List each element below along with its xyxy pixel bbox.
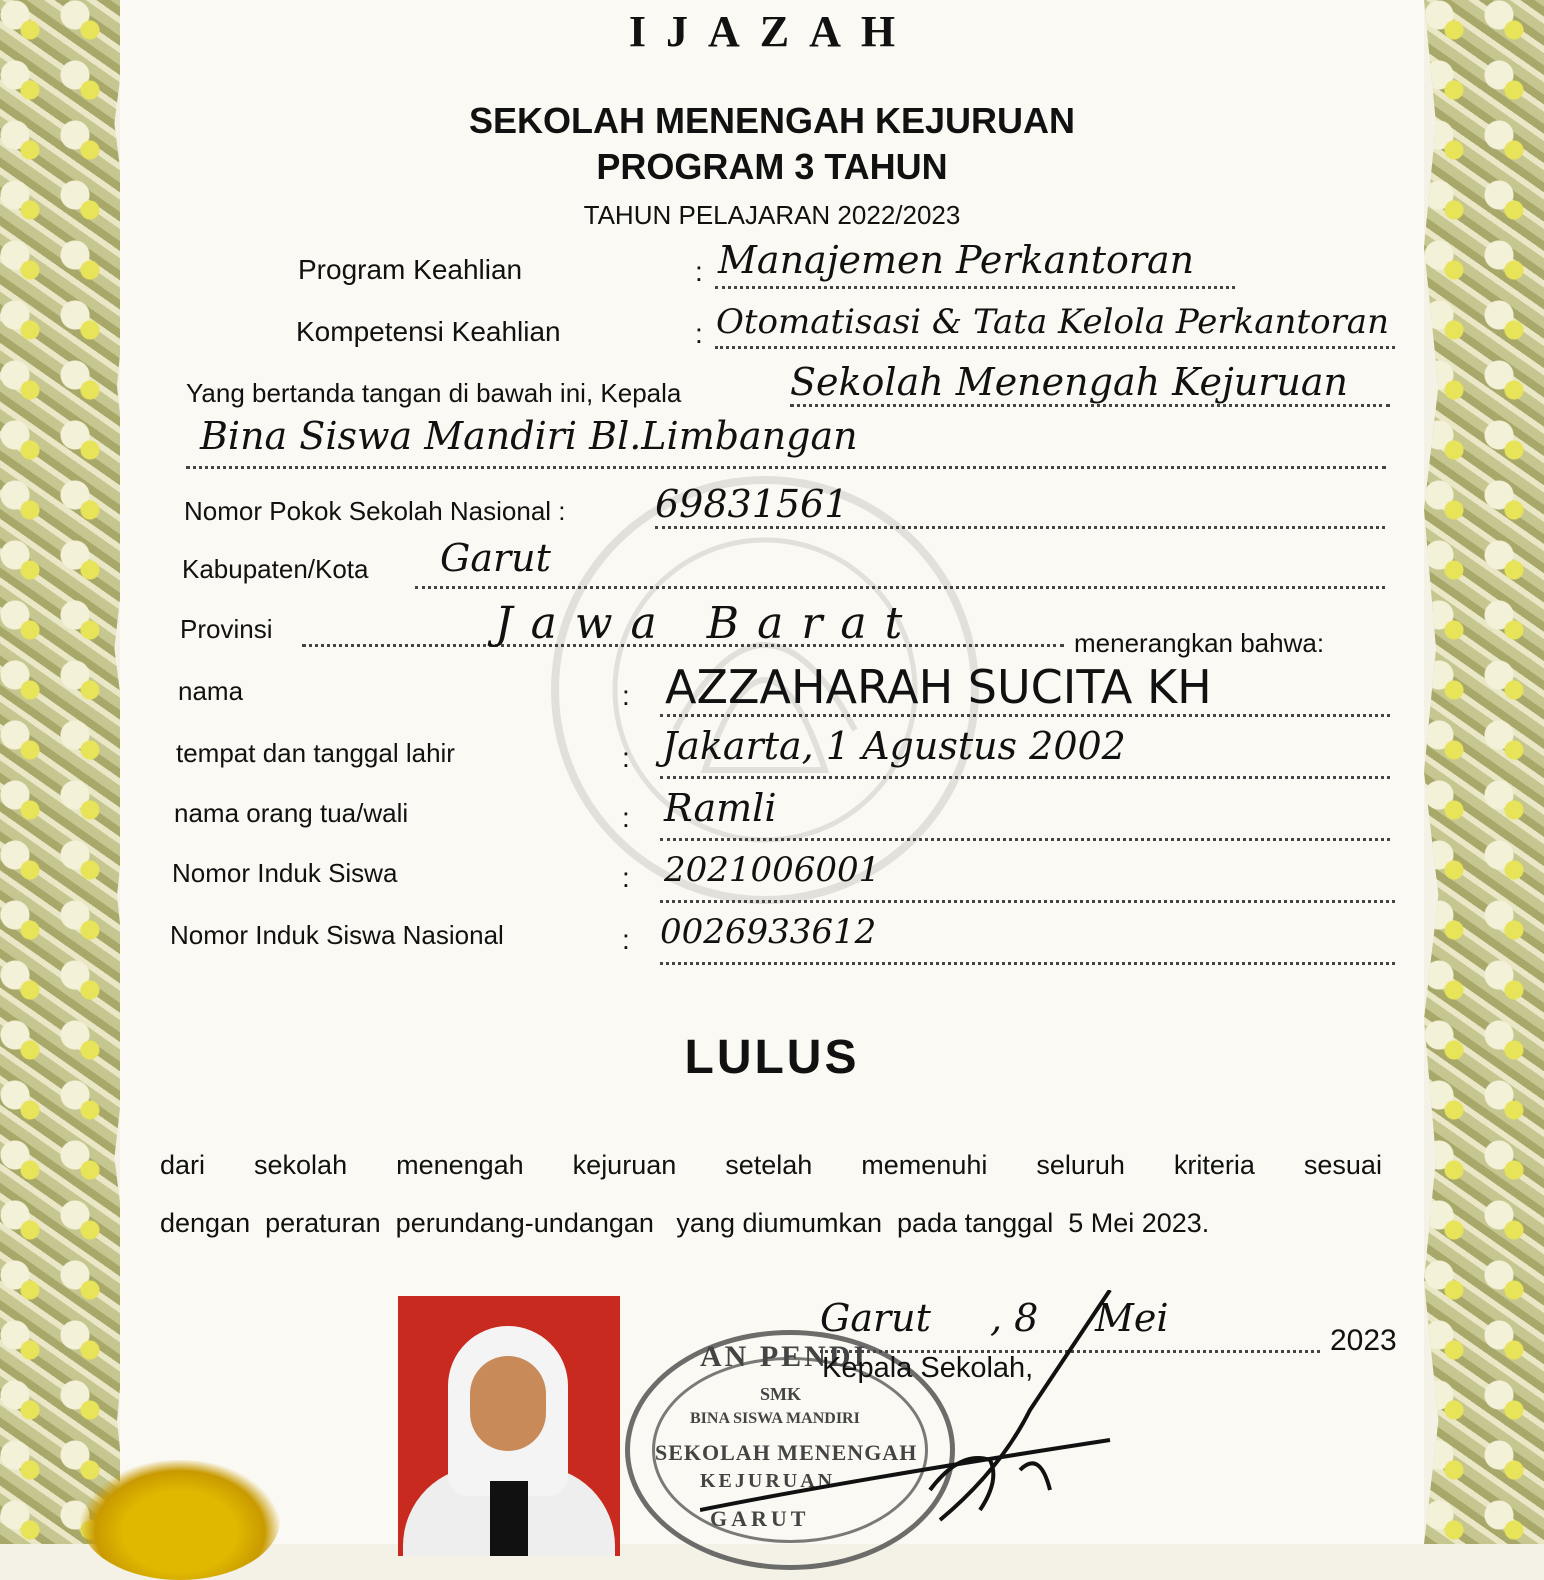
stamp-line: BINA SISWA MANDIRI bbox=[690, 1410, 860, 1427]
program-heading: PROGRAM 3 TAHUN bbox=[596, 146, 948, 187]
program-keahlian-label: Program Keahlian bbox=[298, 254, 523, 285]
decorative-border-right bbox=[1424, 0, 1544, 1544]
ttl-value: Jakarta, 1 Agustus 2002 bbox=[662, 724, 1126, 768]
colon: : bbox=[622, 802, 630, 833]
npsn-value: 69831561 bbox=[655, 482, 849, 526]
dotted-line bbox=[415, 586, 1385, 589]
dotted-line bbox=[660, 838, 1390, 841]
statement-line-1 bbox=[160, 1150, 1382, 1181]
stamp-line: KEJURUAN bbox=[700, 1470, 836, 1492]
student-photo bbox=[398, 1296, 620, 1556]
nama-label: nama bbox=[178, 676, 244, 706]
npsn-label: Nomor Pokok Sekolah Nasional : bbox=[184, 496, 566, 526]
nis-label: Nomor Induk Siswa bbox=[172, 858, 398, 888]
headmaster-title: Kepala Sekolah, bbox=[822, 1352, 1034, 1384]
provinsi-value: Jawa Barat bbox=[495, 598, 921, 649]
dotted-line bbox=[660, 962, 1395, 965]
school-name-line2: Bina Siswa Mandiri Bl.Limbangan bbox=[200, 414, 858, 458]
statement-line-2: dengan peraturan perundang-undangan yang diumumkan pada tanggal 5 Mei 2023. bbox=[160, 1208, 1210, 1238]
intro-label: Yang bertanda tangan di bawah ini, Kepala bbox=[186, 378, 682, 408]
statement-word: sesuai bbox=[1303, 1150, 1382, 1180]
gold-ornament bbox=[80, 1460, 280, 1580]
nisn-label: Nomor Induk Siswa Nasional bbox=[170, 920, 504, 950]
dotted-line bbox=[655, 526, 1385, 529]
orang-tua-value: Ramli bbox=[664, 786, 777, 830]
dotted-line bbox=[715, 346, 1395, 349]
signature-place: Garut bbox=[820, 1296, 931, 1340]
academic-year: TAHUN PELAJARAN 2022/2023 bbox=[583, 200, 961, 230]
statement-word: seluruh bbox=[1036, 1150, 1125, 1180]
stamp-arc-text: AN PENDI bbox=[700, 1340, 869, 1373]
dotted-line bbox=[186, 466, 1386, 469]
colon: : bbox=[695, 256, 703, 287]
statement-word: menengah bbox=[396, 1150, 524, 1180]
signature-year: 2023 bbox=[1330, 1324, 1397, 1357]
decorative-border-left bbox=[0, 0, 130, 1544]
statement-word: sekolah bbox=[254, 1150, 348, 1180]
orang-tua-label: nama orang tua/wali bbox=[174, 798, 409, 828]
colon: : bbox=[622, 742, 630, 773]
result-heading: LULUS bbox=[684, 1031, 860, 1084]
stamp-line: SEKOLAH MENENGAH bbox=[655, 1440, 918, 1465]
kabupaten-label: Kabupaten/Kota bbox=[182, 554, 369, 584]
statement-word: dari bbox=[160, 1150, 206, 1180]
colon: : bbox=[622, 680, 630, 711]
menerangkan-bahwa: menerangkan bahwa: bbox=[1074, 628, 1325, 658]
program-keahlian-value: Manajemen Perkantoran bbox=[718, 238, 1195, 282]
provinsi-label: Provinsi bbox=[180, 614, 273, 644]
colon: : bbox=[622, 862, 630, 893]
school-name-line1: Sekolah Menengah Kejuruan bbox=[790, 360, 1349, 404]
school-type-heading: SEKOLAH MENENGAH KEJURUAN bbox=[468, 100, 1076, 141]
statement-word: setelah bbox=[725, 1150, 813, 1180]
statement-word: kriteria bbox=[1173, 1150, 1255, 1180]
dotted-line bbox=[660, 900, 1395, 903]
nisn-value: 0026933612 bbox=[660, 912, 877, 952]
nama-value: AZZAHARAH SUCITA KH bbox=[665, 660, 1212, 714]
statement-word: memenuhi bbox=[861, 1150, 988, 1180]
signature-month: Mei bbox=[1095, 1296, 1169, 1340]
statement-word: kejuruan bbox=[572, 1150, 677, 1180]
dotted-line bbox=[660, 776, 1390, 779]
colon: : bbox=[622, 924, 630, 955]
kompetensi-keahlian-label: Kompetensi Keahlian bbox=[296, 316, 561, 347]
ttl-label: tempat dan tanggal lahir bbox=[176, 738, 455, 768]
kompetensi-keahlian-value: Otomatisasi & Tata Kelola Perkantoran bbox=[716, 302, 1389, 342]
colon: : bbox=[695, 318, 703, 349]
dotted-line bbox=[660, 714, 1390, 717]
kabupaten-value: Garut bbox=[440, 536, 551, 580]
dotted-line bbox=[715, 286, 1235, 289]
certificate-title: IJAZAH bbox=[628, 7, 916, 56]
dotted-line bbox=[790, 404, 1390, 407]
signature-day: , 8 bbox=[990, 1296, 1039, 1340]
stamp-line: GARUT bbox=[710, 1506, 810, 1531]
headmaster-signature bbox=[700, 1290, 1140, 1550]
stamp-line: SMK bbox=[760, 1384, 802, 1404]
nis-value: 2021006001 bbox=[664, 850, 881, 890]
